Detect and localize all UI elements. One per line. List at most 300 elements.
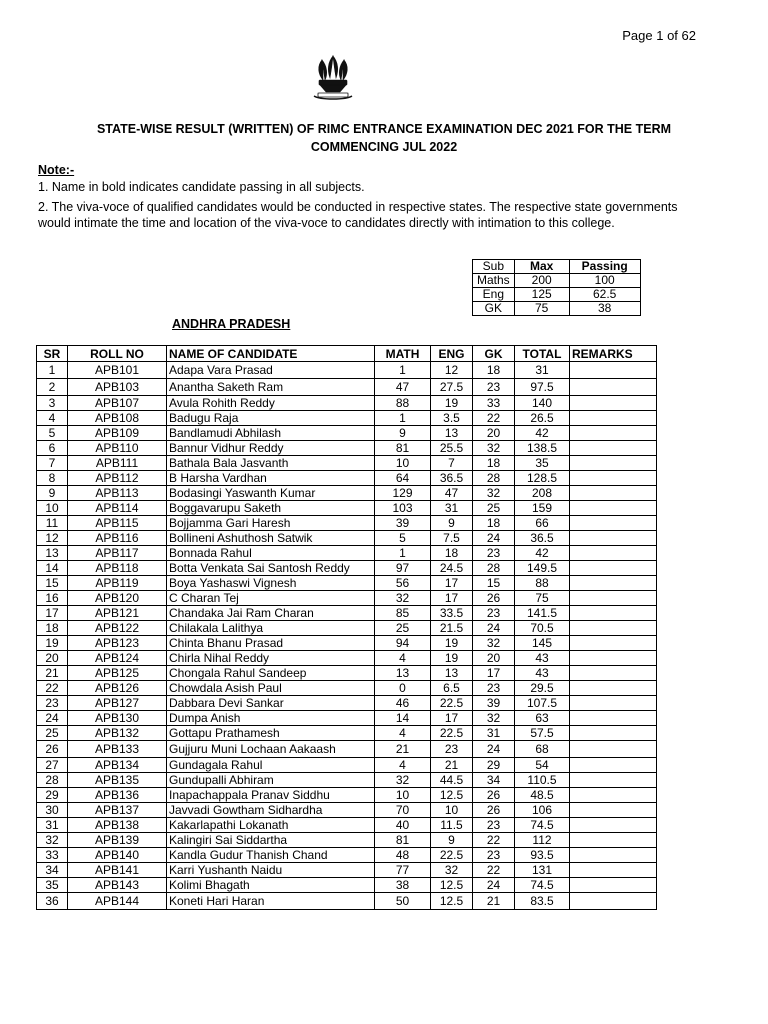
table-row	[37, 803, 657, 818]
cell-candidate-name: Karri Yushanth Naidu	[167, 863, 375, 878]
cell-remarks	[570, 486, 657, 501]
cell-math: 4	[375, 758, 431, 773]
cell-roll-no: APB138	[68, 818, 167, 833]
cell-remarks	[570, 396, 657, 411]
cell-remarks	[570, 788, 657, 803]
cell-sr: 14	[37, 561, 68, 576]
cell-roll-no: APB108	[68, 411, 167, 426]
cell-total: 110.5	[515, 773, 570, 788]
cell-math: 88	[375, 396, 431, 411]
passing-marks-table	[472, 259, 641, 316]
cell-sr: 36	[37, 893, 68, 910]
cell-remarks	[570, 848, 657, 863]
cell-eng: 10	[431, 803, 473, 818]
cell-roll-no: APB117	[68, 546, 167, 561]
cell-eng: 17	[431, 591, 473, 606]
cell-total: 128.5	[515, 471, 570, 486]
table-row	[37, 471, 657, 486]
cell-remarks	[570, 878, 657, 893]
cell-total: 66	[515, 516, 570, 531]
cell-gk: 22	[473, 833, 515, 848]
cell-gk: 18	[473, 516, 515, 531]
cell-total: 106	[515, 803, 570, 818]
passing-marks-row	[473, 302, 641, 316]
cell-gk: 26	[473, 591, 515, 606]
cell-remarks	[570, 833, 657, 848]
cell-remarks	[570, 651, 657, 666]
cell-candidate-name: Javvadi Gowtham Sidhardha	[167, 803, 375, 818]
cell-sr: 33	[37, 848, 68, 863]
cell-remarks	[570, 636, 657, 651]
cell-eng: 17	[431, 576, 473, 591]
cell-remarks	[570, 893, 657, 910]
table-row	[37, 591, 657, 606]
cell-eng: 11.5	[431, 818, 473, 833]
cell-candidate-name: Dabbara Devi Sankar	[167, 696, 375, 711]
table-row	[37, 362, 657, 379]
table-row	[37, 696, 657, 711]
header-eng: ENG	[431, 346, 473, 362]
cell-total: 36.5	[515, 531, 570, 546]
cell-eng: 13	[431, 666, 473, 681]
cell-candidate-name: Chowdala Asish Paul	[167, 681, 375, 696]
cell-gk: 22	[473, 863, 515, 878]
cell-roll-no: APB123	[68, 636, 167, 651]
cell-sr: 24	[37, 711, 68, 726]
cell-remarks	[570, 621, 657, 636]
subject-name: GK	[473, 302, 515, 316]
cell-remarks	[570, 501, 657, 516]
cell-eng: 21.5	[431, 621, 473, 636]
cell-total: 112	[515, 833, 570, 848]
subject-max: 200	[514, 274, 569, 288]
cell-eng: 19	[431, 396, 473, 411]
cell-gk: 17	[473, 666, 515, 681]
header-gk: GK	[473, 346, 515, 362]
cell-roll-no: APB130	[68, 711, 167, 726]
cell-roll-no: APB140	[68, 848, 167, 863]
page-number: Page 1 of 62	[622, 28, 696, 43]
cell-math: 81	[375, 833, 431, 848]
cell-remarks	[570, 362, 657, 379]
cell-candidate-name: Chilakala Lalithya	[167, 621, 375, 636]
header-total: TOTAL	[515, 346, 570, 362]
cell-total: 138.5	[515, 441, 570, 456]
cell-remarks	[570, 576, 657, 591]
cell-sr: 18	[37, 621, 68, 636]
cell-total: 208	[515, 486, 570, 501]
cell-eng: 22.5	[431, 726, 473, 741]
cell-total: 57.5	[515, 726, 570, 741]
cell-remarks	[570, 561, 657, 576]
subject-name: Eng	[473, 288, 515, 302]
cell-roll-no: APB139	[68, 833, 167, 848]
cell-eng: 12.5	[431, 878, 473, 893]
cell-sr: 16	[37, 591, 68, 606]
cell-roll-no: APB133	[68, 741, 167, 758]
cell-eng: 7	[431, 456, 473, 471]
subject-max: 75	[514, 302, 569, 316]
cell-math: 10	[375, 788, 431, 803]
cell-candidate-name: Bannur Vidhur Reddy	[167, 441, 375, 456]
cell-math: 103	[375, 501, 431, 516]
cell-roll-no: APB125	[68, 666, 167, 681]
cell-total: 140	[515, 396, 570, 411]
cell-total: 141.5	[515, 606, 570, 621]
cell-roll-no: APB143	[68, 878, 167, 893]
note-2: 2. The viva-voce of qualified candidates would be conducted in respective states. The respective state governments would intimate the time and location of the viva-voce to candidates directly with intimation to this college.	[38, 200, 678, 230]
table-row	[37, 516, 657, 531]
cell-sr: 11	[37, 516, 68, 531]
cell-remarks	[570, 591, 657, 606]
cell-gk: 22	[473, 411, 515, 426]
cell-total: 54	[515, 758, 570, 773]
cell-roll-no: APB119	[68, 576, 167, 591]
cell-gk: 18	[473, 456, 515, 471]
passing-marks-header	[473, 260, 641, 274]
table-row	[37, 788, 657, 803]
cell-eng: 25.5	[431, 441, 473, 456]
cell-remarks	[570, 666, 657, 681]
cell-remarks	[570, 758, 657, 773]
table-row	[37, 741, 657, 758]
cell-eng: 6.5	[431, 681, 473, 696]
cell-remarks	[570, 379, 657, 396]
cell-sr: 28	[37, 773, 68, 788]
results-header-row	[37, 346, 657, 362]
table-row	[37, 758, 657, 773]
cell-candidate-name: Boya Yashaswi Vignesh	[167, 576, 375, 591]
cell-candidate-name: Botta Venkata Sai Santosh Reddy	[167, 561, 375, 576]
note-1: 1. Name in bold indicates candidate passing in all subjects.	[38, 180, 365, 194]
cell-gk: 23	[473, 606, 515, 621]
cell-candidate-name: Anantha Saketh Ram	[167, 379, 375, 396]
cell-math: 14	[375, 711, 431, 726]
table-row	[37, 561, 657, 576]
table-row	[37, 666, 657, 681]
cell-roll-no: APB126	[68, 681, 167, 696]
cell-math: 32	[375, 591, 431, 606]
table-row	[37, 848, 657, 863]
cell-candidate-name: Boggavarupu Saketh	[167, 501, 375, 516]
cell-candidate-name: Avula Rohith Reddy	[167, 396, 375, 411]
cell-gk: 23	[473, 848, 515, 863]
cell-math: 56	[375, 576, 431, 591]
cell-gk: 21	[473, 893, 515, 910]
cell-math: 70	[375, 803, 431, 818]
cell-math: 81	[375, 441, 431, 456]
cell-gk: 24	[473, 741, 515, 758]
cell-sr: 12	[37, 531, 68, 546]
cell-math: 1	[375, 411, 431, 426]
cell-roll-no: APB132	[68, 726, 167, 741]
cell-roll-no: APB134	[68, 758, 167, 773]
cell-candidate-name: Chongala Rahul Sandeep	[167, 666, 375, 681]
cell-gk: 24	[473, 621, 515, 636]
cell-roll-no: APB136	[68, 788, 167, 803]
cell-roll-no: APB124	[68, 651, 167, 666]
cell-remarks	[570, 531, 657, 546]
cell-sr: 2	[37, 379, 68, 396]
cell-eng: 18	[431, 546, 473, 561]
cell-remarks	[570, 681, 657, 696]
passing-marks-row	[473, 274, 641, 288]
cell-math: 13	[375, 666, 431, 681]
cell-remarks	[570, 741, 657, 758]
document-title	[30, 120, 738, 156]
cell-candidate-name: Bollineni Ashuthosh Satwik	[167, 531, 375, 546]
subject-passing: 38	[569, 302, 640, 316]
table-row	[37, 411, 657, 426]
cell-math: 48	[375, 848, 431, 863]
cell-gk: 26	[473, 788, 515, 803]
subject-passing: 100	[569, 274, 640, 288]
cell-candidate-name: Gujjuru Muni Lochaan Aakaash	[167, 741, 375, 758]
cell-remarks	[570, 516, 657, 531]
table-row	[37, 546, 657, 561]
header-name: NAME OF CANDIDATE	[167, 346, 375, 362]
cell-sr: 17	[37, 606, 68, 621]
title-line-1: STATE-WISE RESULT (WRITTEN) OF RIMC ENTRANCE EXAMINATION DEC 2021 FOR THE TERM	[96, 122, 672, 136]
sub-header: Sub	[473, 260, 515, 274]
cell-math: 94	[375, 636, 431, 651]
cell-math: 85	[375, 606, 431, 621]
cell-sr: 22	[37, 681, 68, 696]
cell-candidate-name: Inapachappala Pranav Siddhu	[167, 788, 375, 803]
cell-gk: 20	[473, 426, 515, 441]
cell-roll-no: APB122	[68, 621, 167, 636]
cell-sr: 7	[37, 456, 68, 471]
cell-gk: 33	[473, 396, 515, 411]
cell-total: 107.5	[515, 696, 570, 711]
cell-gk: 39	[473, 696, 515, 711]
cell-candidate-name: Badugu Raja	[167, 411, 375, 426]
cell-eng: 13	[431, 426, 473, 441]
header-math: MATH	[375, 346, 431, 362]
cell-candidate-name: Bathala Bala Jasvanth	[167, 456, 375, 471]
table-row	[37, 636, 657, 651]
cell-roll-no: APB110	[68, 441, 167, 456]
cell-math: 0	[375, 681, 431, 696]
table-row	[37, 773, 657, 788]
cell-candidate-name: Chandaka Jai Ram Charan	[167, 606, 375, 621]
cell-sr: 25	[37, 726, 68, 741]
cell-gk: 24	[473, 878, 515, 893]
table-row	[37, 606, 657, 621]
cell-eng: 12.5	[431, 893, 473, 910]
table-row	[37, 621, 657, 636]
cell-math: 46	[375, 696, 431, 711]
cell-candidate-name: Koneti Hari Haran	[167, 893, 375, 910]
cell-candidate-name: B Harsha Vardhan	[167, 471, 375, 486]
cell-eng: 32	[431, 863, 473, 878]
cell-eng: 31	[431, 501, 473, 516]
subject-passing: 62.5	[569, 288, 640, 302]
header-remarks: REMARKS	[570, 346, 657, 362]
cell-eng: 7.5	[431, 531, 473, 546]
cell-math: 77	[375, 863, 431, 878]
cell-candidate-name: Dumpa Anish	[167, 711, 375, 726]
cell-eng: 24.5	[431, 561, 473, 576]
cell-eng: 22.5	[431, 848, 473, 863]
cell-remarks	[570, 426, 657, 441]
cell-math: 1	[375, 362, 431, 379]
cell-math: 47	[375, 379, 431, 396]
cell-eng: 12.5	[431, 788, 473, 803]
cell-roll-no: APB101	[68, 362, 167, 379]
cell-roll-no: APB111	[68, 456, 167, 471]
cell-gk: 32	[473, 441, 515, 456]
cell-total: 159	[515, 501, 570, 516]
cell-roll-no: APB115	[68, 516, 167, 531]
cell-gk: 34	[473, 773, 515, 788]
table-row	[37, 711, 657, 726]
cell-roll-no: APB118	[68, 561, 167, 576]
cell-sr: 29	[37, 788, 68, 803]
cell-eng: 33.5	[431, 606, 473, 621]
table-row	[37, 681, 657, 696]
cell-math: 40	[375, 818, 431, 833]
notes-section	[38, 162, 688, 235]
cell-roll-no: APB137	[68, 803, 167, 818]
cell-gk: 31	[473, 726, 515, 741]
cell-eng: 9	[431, 833, 473, 848]
cell-candidate-name: Chinta Bhanu Prasad	[167, 636, 375, 651]
table-row	[37, 863, 657, 878]
cell-math: 4	[375, 726, 431, 741]
cell-total: 70.5	[515, 621, 570, 636]
cell-total: 43	[515, 651, 570, 666]
cell-remarks	[570, 773, 657, 788]
cell-sr: 30	[37, 803, 68, 818]
table-row	[37, 396, 657, 411]
cell-math: 32	[375, 773, 431, 788]
cell-gk: 25	[473, 501, 515, 516]
cell-candidate-name: Gundagala Rahul	[167, 758, 375, 773]
cell-total: 31	[515, 362, 570, 379]
cell-total: 68	[515, 741, 570, 758]
cell-remarks	[570, 696, 657, 711]
cell-remarks	[570, 803, 657, 818]
cell-sr: 34	[37, 863, 68, 878]
cell-total: 42	[515, 546, 570, 561]
cell-roll-no: APB112	[68, 471, 167, 486]
table-row	[37, 456, 657, 471]
table-row	[37, 486, 657, 501]
header-roll-no: ROLL NO	[68, 346, 167, 362]
cell-total: 63	[515, 711, 570, 726]
cell-roll-no: APB121	[68, 606, 167, 621]
cell-math: 50	[375, 893, 431, 910]
cell-gk: 28	[473, 561, 515, 576]
cell-eng: 17	[431, 711, 473, 726]
cell-candidate-name: C Charan Tej	[167, 591, 375, 606]
max-header: Max	[514, 260, 569, 274]
cell-total: 83.5	[515, 893, 570, 910]
results-body	[37, 362, 657, 910]
cell-gk: 23	[473, 546, 515, 561]
cell-sr: 1	[37, 362, 68, 379]
cell-roll-no: APB127	[68, 696, 167, 711]
cell-candidate-name: Gottapu Prathamesh	[167, 726, 375, 741]
cell-sr: 32	[37, 833, 68, 848]
cell-candidate-name: Gundupalli Abhiram	[167, 773, 375, 788]
cell-total: 42	[515, 426, 570, 441]
cell-sr: 35	[37, 878, 68, 893]
cell-roll-no: APB144	[68, 893, 167, 910]
cell-total: 131	[515, 863, 570, 878]
cell-math: 5	[375, 531, 431, 546]
cell-gk: 32	[473, 486, 515, 501]
cell-eng: 12	[431, 362, 473, 379]
cell-total: 74.5	[515, 878, 570, 893]
table-row	[37, 426, 657, 441]
cell-total: 48.5	[515, 788, 570, 803]
cell-math: 4	[375, 651, 431, 666]
passing-header: Passing	[569, 260, 640, 274]
cell-sr: 23	[37, 696, 68, 711]
cell-gk: 15	[473, 576, 515, 591]
table-row	[37, 441, 657, 456]
table-row	[37, 833, 657, 848]
cell-sr: 27	[37, 758, 68, 773]
cell-gk: 26	[473, 803, 515, 818]
cell-gk: 29	[473, 758, 515, 773]
cell-remarks	[570, 863, 657, 878]
cell-total: 149.5	[515, 561, 570, 576]
cell-roll-no: APB141	[68, 863, 167, 878]
cell-eng: 27.5	[431, 379, 473, 396]
cell-total: 35	[515, 456, 570, 471]
title-line-2: COMMENCING JUL 2022	[310, 140, 458, 154]
table-row	[37, 501, 657, 516]
cell-roll-no: APB113	[68, 486, 167, 501]
cell-candidate-name: Kolimi Bhagath	[167, 878, 375, 893]
cell-math: 38	[375, 878, 431, 893]
cell-gk: 24	[473, 531, 515, 546]
cell-candidate-name: Bonnada Rahul	[167, 546, 375, 561]
cell-eng: 23	[431, 741, 473, 758]
cell-gk: 32	[473, 711, 515, 726]
table-row	[37, 651, 657, 666]
table-row	[37, 531, 657, 546]
cell-total: 74.5	[515, 818, 570, 833]
notes-heading: Note:-	[38, 163, 75, 177]
cell-math: 39	[375, 516, 431, 531]
cell-eng: 9	[431, 516, 473, 531]
cell-roll-no: APB114	[68, 501, 167, 516]
cell-total: 75	[515, 591, 570, 606]
table-row	[37, 818, 657, 833]
cell-math: 9	[375, 426, 431, 441]
cell-math: 21	[375, 741, 431, 758]
table-row	[37, 878, 657, 893]
cell-sr: 10	[37, 501, 68, 516]
table-row	[37, 379, 657, 396]
cell-eng: 19	[431, 636, 473, 651]
cell-candidate-name: Kalingiri Sai Siddartha	[167, 833, 375, 848]
cell-sr: 3	[37, 396, 68, 411]
cell-math: 129	[375, 486, 431, 501]
cell-gk: 32	[473, 636, 515, 651]
cell-total: 29.5	[515, 681, 570, 696]
results-table	[36, 345, 657, 910]
cell-sr: 20	[37, 651, 68, 666]
cell-gk: 28	[473, 471, 515, 486]
cell-math: 97	[375, 561, 431, 576]
cell-sr: 31	[37, 818, 68, 833]
state-heading: ANDHRA PRADESH	[172, 317, 291, 331]
